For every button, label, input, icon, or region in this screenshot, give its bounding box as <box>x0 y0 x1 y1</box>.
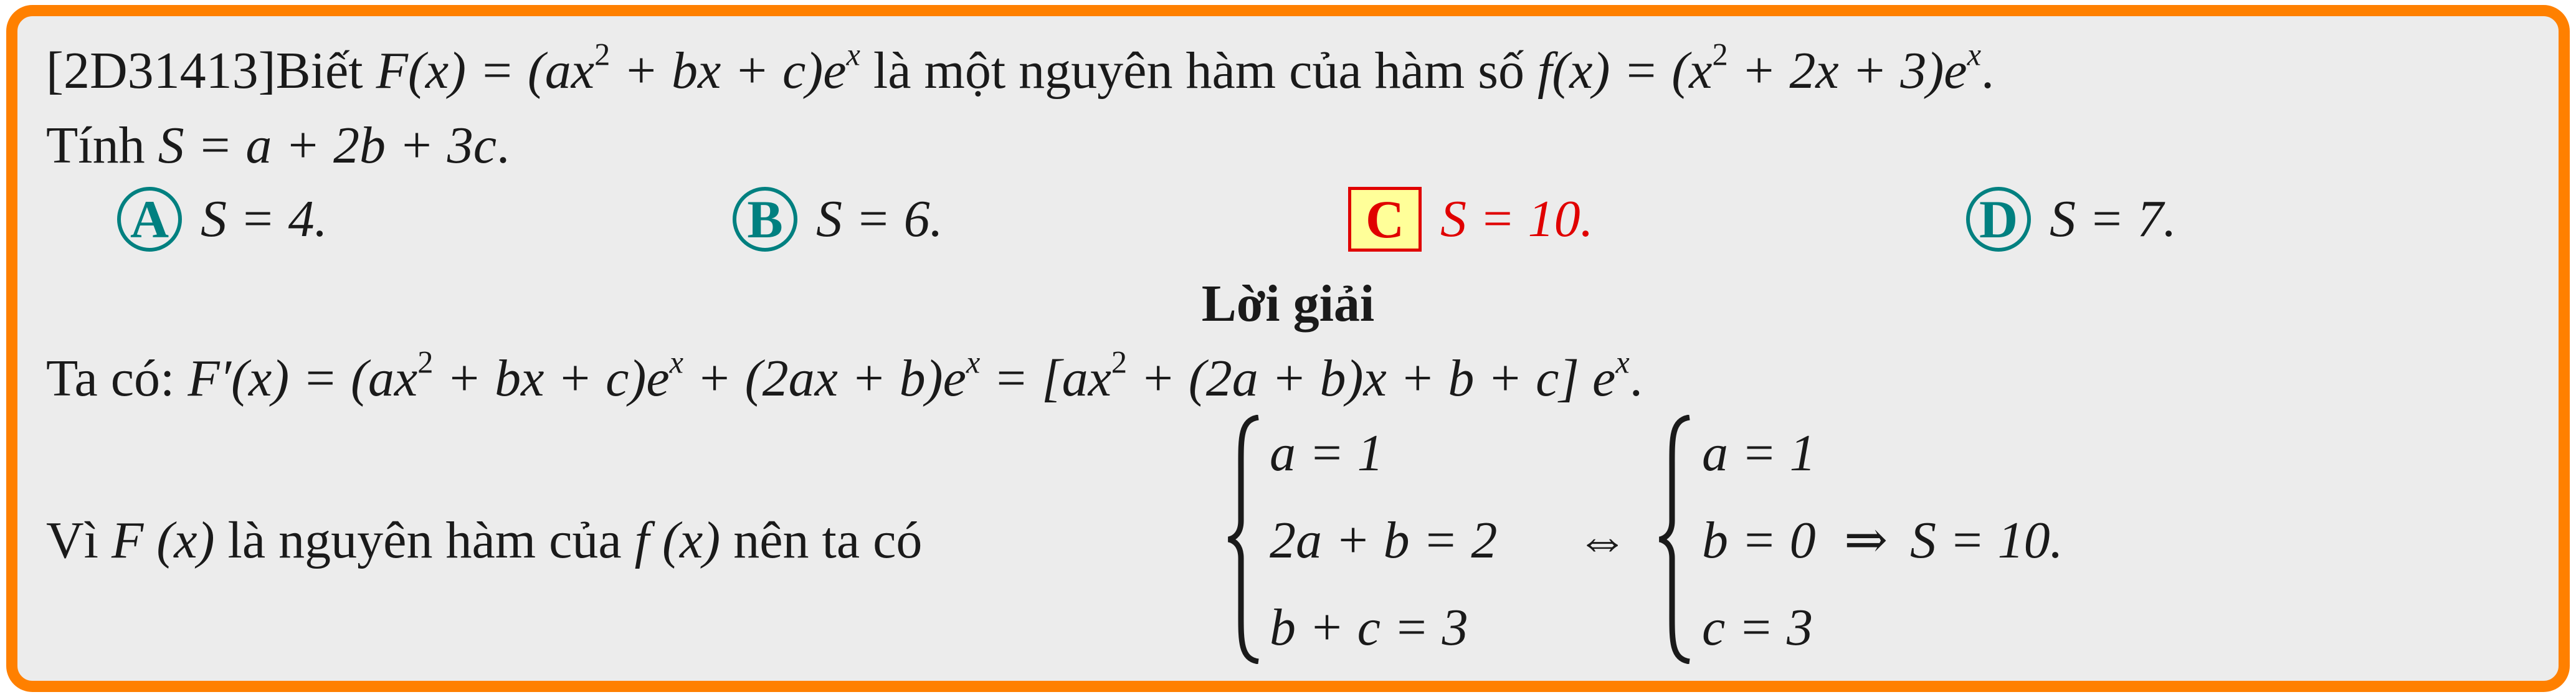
question-task: Tính <box>46 116 145 174</box>
option-d[interactable] <box>1966 187 2177 252</box>
option-b-marker: B <box>733 187 797 252</box>
option-b-text: S = 6. <box>816 190 943 248</box>
question-line-1: [2D31413]Biết $F(x) = (ax^2$ + bx + $c)e^x$ là một nguyên hàm của hàm số $f(x) = (x^2 + 2x + 3)e^x$. <box>46 37 1994 100</box>
option-c-text: S = 10. <box>1440 190 1594 248</box>
solution-mid: là nguyên hàm của <box>227 511 622 569</box>
solution-so: nên ta có <box>733 511 923 569</box>
solution-result: S = 10. <box>1910 511 2063 569</box>
option-d-text: S = 7. <box>2050 190 2177 248</box>
solution-heading: Lời giải <box>1201 275 1375 333</box>
option-b[interactable] <box>733 187 943 252</box>
question-intro: Biết <box>275 42 363 100</box>
system-1-eq-2: 2a + b = 2 <box>1270 511 1498 569</box>
system-2-brace <box>1657 415 1694 664</box>
question-code: [2D31413] <box>46 42 276 100</box>
option-a-text: S = 4. <box>201 190 328 248</box>
question-mid-text: là một nguyên hàm của hàm số <box>873 42 1524 100</box>
option-c[interactable] <box>1348 187 1594 252</box>
solution-f: f (x) <box>634 511 721 569</box>
solution-because: Vì <box>46 511 98 569</box>
system-1-eq-3: b + c = 3 <box>1270 599 1468 657</box>
solution-line-1: Ta có: $F'(x) = (ax^2$ + bx + $c)e^x + (2ax + b)e^x = [ax^2 + (2a + b)x + b + c]$ $e^x$. <box>46 344 1643 407</box>
system-2-eq-3: c = 3 <box>1702 599 1813 657</box>
implies-symbol: ⇒ <box>1844 511 1888 569</box>
system-2-eq-2: b = 0 <box>1702 511 1816 569</box>
solution-F: F (x) <box>112 511 215 569</box>
question-line-2: Tính S = a + 2b + 3c. <box>46 116 510 174</box>
system-2-eq-1: a = 1 <box>1702 424 1816 482</box>
derivative-expression: $F'(x) = (ax^2$ + bx + $c)e^x + (2ax + b)e^x = [ax^2 + (2a + b)x + b + c]$ $e^x$ <box>188 344 1630 407</box>
antiderivative-F: $F(x) = (ax^2$ + bx + $c)e^x$ <box>376 37 860 100</box>
option-c-marker: C <box>1348 187 1422 252</box>
solution-prefix: Ta có: <box>46 349 175 407</box>
question-card <box>6 5 2570 692</box>
solution-line-2 <box>46 511 923 569</box>
system-1-brace <box>1226 415 1263 664</box>
option-a[interactable] <box>117 187 328 252</box>
option-a-marker: A <box>117 187 182 252</box>
function-f: $f(x) = (x^2 + 2x + 3)e^x$ <box>1537 37 1981 100</box>
option-d-marker: D <box>1966 187 2031 252</box>
question-target-expr: S = a + 2b + 3c <box>158 116 497 174</box>
system-1-eq-1: a = 1 <box>1270 424 1384 482</box>
equivalence-symbol: ⇔ <box>1576 511 1628 569</box>
